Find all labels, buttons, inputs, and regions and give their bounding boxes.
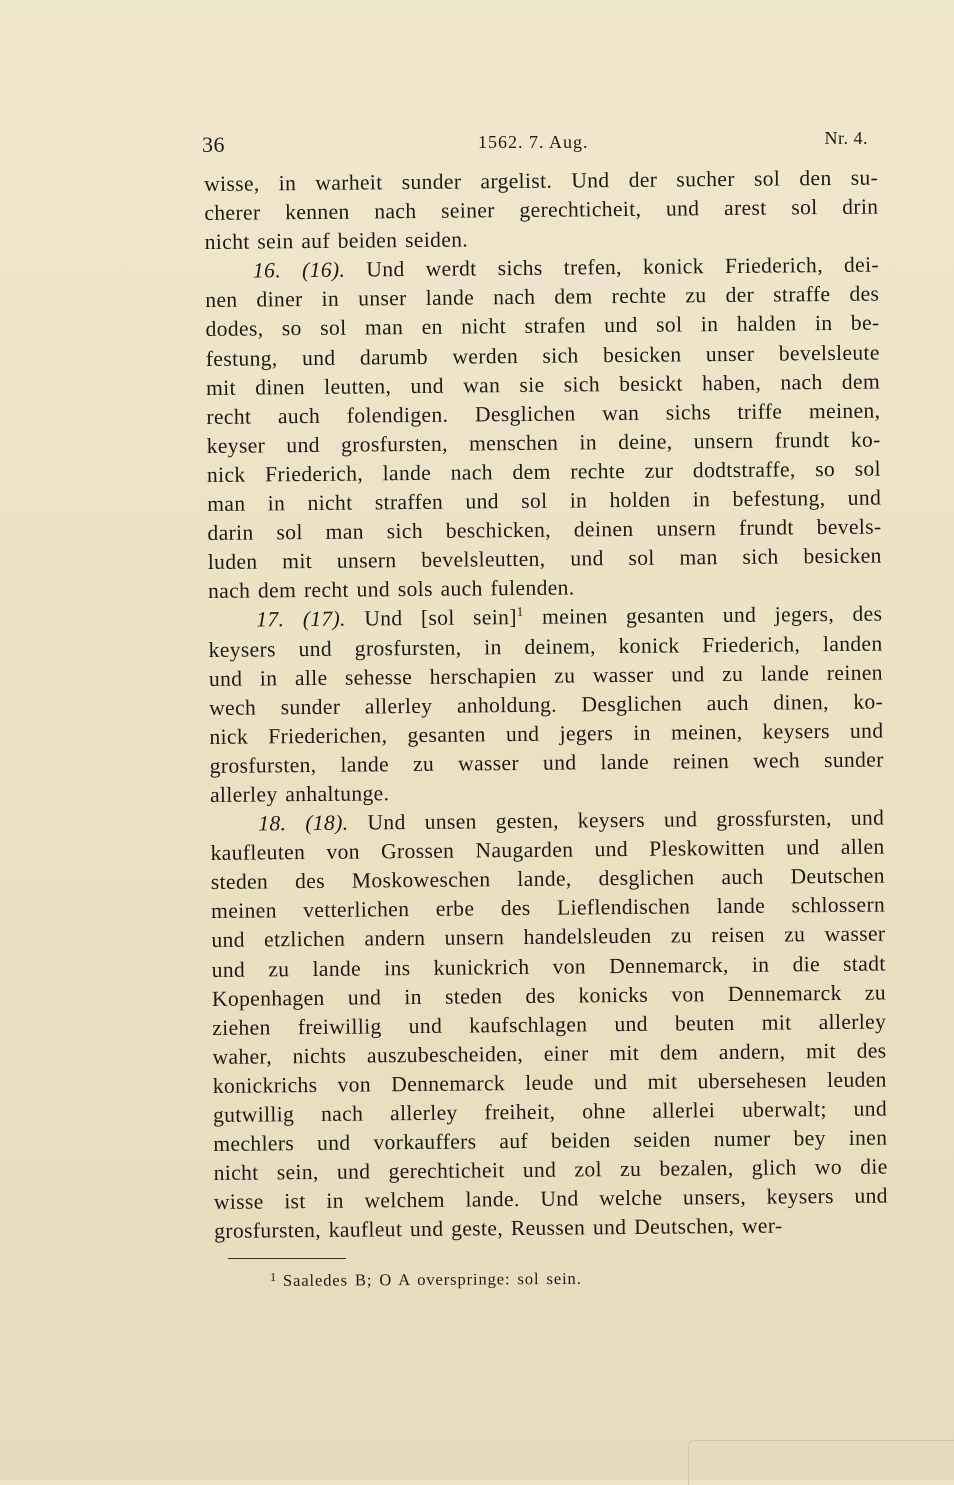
footnote-divider bbox=[228, 1258, 346, 1259]
line-text: Und unsen gesten, keysers und grossfursten, und bbox=[367, 805, 885, 835]
section-number: 17. (17). bbox=[256, 607, 346, 632]
line-text: darin sol man sich beschicken, deinen unsern frundt bevels- bbox=[207, 514, 882, 546]
body-text bbox=[204, 164, 888, 1247]
line-text: meinen vetterlichen erbe des Lieflendischen lande schlossern bbox=[211, 892, 886, 924]
page-number: 36 bbox=[202, 132, 225, 157]
line-text: grosfursten, kaufleut und geste, Reussen und Deutschen, wer- bbox=[214, 1213, 783, 1244]
line-text: nicht sein, und gerechticheit und zol zu bezalen, glich wo die bbox=[213, 1154, 888, 1186]
line-text: kaufleuten von Grossen Naugarden und Pleskowitten und allen bbox=[210, 834, 885, 866]
text-line bbox=[214, 1211, 888, 1247]
footnote bbox=[270, 1268, 582, 1291]
line-text: festung, und darumb werden sich besicken unser bevelsleute bbox=[205, 340, 880, 371]
line-text: ziehen freiwillig und kaufschlagen und beuten mit allerley bbox=[212, 1009, 887, 1040]
header-date: 1562. 7. Aug. bbox=[478, 132, 589, 152]
line-text: man in nicht straffen und sol in holden in befestung, und bbox=[207, 485, 882, 517]
line-text: recht auch folendigen. Desglichen wan sichs triffe meinen, bbox=[206, 398, 881, 429]
document-number: Nr. 4. bbox=[824, 128, 868, 148]
line-text: nicht sein auf beiden seiden. bbox=[204, 227, 469, 255]
line-text: cherer kennen nach seiner gerechticheit, und arest sol drin bbox=[204, 194, 879, 226]
line-text: Und [sol sein] bbox=[364, 605, 517, 631]
footnote-marker: 1 bbox=[270, 1269, 278, 1284]
line-text: nen diner in unser lande nach dem rechte zu der straffe des bbox=[205, 281, 880, 313]
line-text: mit dinen leutten, und wan sie sich besickt haben, nach dem bbox=[205, 369, 881, 400]
line-text: wech sunder allerley anholdung. Desglichen auch dinen, ko- bbox=[209, 689, 884, 720]
line-text: waher, nichts auszubescheiden, einer mit dem andern, mit des bbox=[212, 1038, 887, 1069]
line-text: und in alle sehesse herschapien zu wasser und zu lande reinen bbox=[208, 660, 883, 691]
line-text: allerley anhaltunge. bbox=[209, 781, 390, 807]
line-text: wisse ist in welchem lande. Und welche unsers, keysers und bbox=[213, 1183, 888, 1215]
section-number: 16. (16). bbox=[252, 257, 346, 283]
page-corner-mark bbox=[688, 1440, 954, 1485]
section-number: 18. (18). bbox=[258, 810, 349, 836]
line-text: steden des Moskoweschen lande, desglichen auch Deutschen bbox=[210, 863, 885, 895]
line-text: und etzlichen andern unsern handelsleuden zu reisen zu wasser bbox=[211, 921, 886, 953]
line-text: keyser und grosfursten, menschen in deine, unsern frundt ko- bbox=[206, 427, 881, 458]
line-text: nick Friederichen, gesanten und jegers in meinen, keysers und bbox=[209, 718, 884, 749]
line-text: Und werdt sichs trefen, konick Friederich, dei- bbox=[366, 252, 880, 282]
line-text: gutwillig nach allerley freiheit, ohne allerlei uberwalt; und bbox=[212, 1096, 888, 1127]
line-text: nick Friederich, lande nach dem rechte zur dodtstraffe, so sol bbox=[206, 456, 882, 487]
line-text: luden mit unsern bevelsleutten, und sol man sich besicken bbox=[207, 543, 882, 575]
line-text: nach dem recht und sols auch fulenden. bbox=[207, 575, 575, 604]
line-text: wisse, in warheit sunder argelist. Und der sucher sol den su- bbox=[204, 165, 879, 196]
line-text-continued: meinen gesanten und jegers, des bbox=[523, 601, 883, 630]
line-text: Kopenhagen und in steden des konicks von Dennemarck zu bbox=[211, 980, 887, 1011]
line-text: dodes, so sol man en nicht strafen und sol in halden in be- bbox=[205, 310, 880, 342]
line-text: mechlers und vorkauffers auf beiden seiden numer bey inen bbox=[213, 1125, 888, 1157]
line-text: und zu lande ins kunickrich von Dennemarck, in die stadt bbox=[211, 951, 886, 982]
footnote-text: Saaledes B; O A overspringe: sol sein. bbox=[282, 1268, 582, 1290]
line-text: konickrichs von Dennemarck leude und mit ubersehesen leuden bbox=[212, 1067, 887, 1098]
line-text: keysers und grosfursten, in deinem, konick Friederich, landen bbox=[208, 631, 883, 662]
page-header bbox=[200, 130, 868, 160]
line-text: grosfursten, lande zu wasser und lande reinen wech sunder bbox=[209, 747, 884, 778]
footnote-reference: 1 bbox=[516, 604, 524, 620]
